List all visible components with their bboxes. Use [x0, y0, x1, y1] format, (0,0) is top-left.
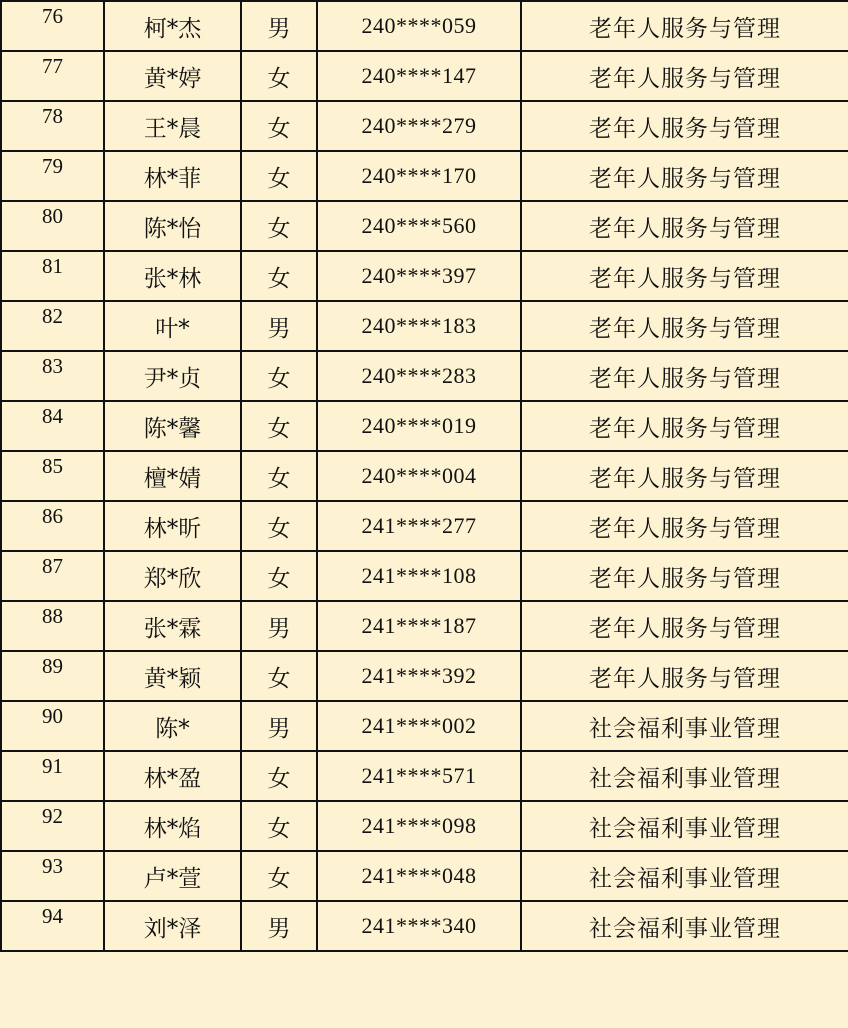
major-cell: 老年人服务与管理 — [521, 1, 848, 51]
student-name-cell: 林*焰 — [104, 801, 241, 851]
row-number-cell: 78 — [1, 101, 104, 151]
student-name-cell: 陈*馨 — [104, 401, 241, 451]
major-cell: 老年人服务与管理 — [521, 401, 848, 451]
student-id-cell: 241****002 — [317, 701, 521, 751]
student-id-cell: 241****048 — [317, 851, 521, 901]
row-number-cell: 76 — [1, 1, 104, 51]
gender-cell: 女 — [241, 651, 317, 701]
student-id-cell: 240****004 — [317, 451, 521, 501]
major-cell: 社会福利事业管理 — [521, 851, 848, 901]
row-number-cell: 88 — [1, 601, 104, 651]
row-number-cell: 87 — [1, 551, 104, 601]
gender-cell: 男 — [241, 901, 317, 951]
gender-cell: 男 — [241, 301, 317, 351]
row-number-cell: 82 — [1, 301, 104, 351]
major-cell: 老年人服务与管理 — [521, 451, 848, 501]
table-row — [1, 251, 848, 301]
table-row — [1, 401, 848, 451]
student-name-cell: 黄*婷 — [104, 51, 241, 101]
row-number-cell: 86 — [1, 501, 104, 551]
table-row — [1, 151, 848, 201]
major-cell: 社会福利事业管理 — [521, 801, 848, 851]
major-cell: 老年人服务与管理 — [521, 51, 848, 101]
major-cell: 老年人服务与管理 — [521, 101, 848, 151]
student-id-cell: 241****098 — [317, 801, 521, 851]
row-number-cell: 90 — [1, 701, 104, 751]
row-number-cell: 89 — [1, 651, 104, 701]
gender-cell: 女 — [241, 501, 317, 551]
gender-cell: 女 — [241, 251, 317, 301]
student-name-cell: 林*盈 — [104, 751, 241, 801]
gender-cell: 女 — [241, 401, 317, 451]
table-row — [1, 301, 848, 351]
student-id-cell: 241****277 — [317, 501, 521, 551]
major-cell: 老年人服务与管理 — [521, 501, 848, 551]
student-id-cell: 241****340 — [317, 901, 521, 951]
student-name-cell: 黄*颖 — [104, 651, 241, 701]
gender-cell: 男 — [241, 1, 317, 51]
student-name-cell: 陈*怡 — [104, 201, 241, 251]
student-name-cell: 张*林 — [104, 251, 241, 301]
gender-cell: 女 — [241, 751, 317, 801]
gender-cell: 女 — [241, 51, 317, 101]
row-number-cell: 79 — [1, 151, 104, 201]
gender-cell: 女 — [241, 451, 317, 501]
student-name-cell: 王*晨 — [104, 101, 241, 151]
gender-cell: 女 — [241, 201, 317, 251]
major-cell: 社会福利事业管理 — [521, 751, 848, 801]
table-row — [1, 1, 848, 51]
student-name-cell: 刘*泽 — [104, 901, 241, 951]
table-row — [1, 801, 848, 851]
gender-cell: 女 — [241, 851, 317, 901]
major-cell: 老年人服务与管理 — [521, 601, 848, 651]
major-cell: 老年人服务与管理 — [521, 551, 848, 601]
student-id-cell: 240****059 — [317, 1, 521, 51]
table-row — [1, 651, 848, 701]
row-number-cell: 94 — [1, 901, 104, 951]
row-number-cell: 83 — [1, 351, 104, 401]
student-id-cell: 240****560 — [317, 201, 521, 251]
student-name-cell: 张*霖 — [104, 601, 241, 651]
gender-cell: 女 — [241, 101, 317, 151]
row-number-cell: 91 — [1, 751, 104, 801]
row-number-cell: 80 — [1, 201, 104, 251]
table-row — [1, 851, 848, 901]
gender-cell: 男 — [241, 701, 317, 751]
table-row — [1, 901, 848, 951]
major-cell: 老年人服务与管理 — [521, 651, 848, 701]
gender-cell: 女 — [241, 351, 317, 401]
table-row — [1, 351, 848, 401]
table-row — [1, 101, 848, 151]
row-number-cell: 92 — [1, 801, 104, 851]
table-row — [1, 201, 848, 251]
table-row — [1, 451, 848, 501]
student-id-cell: 240****170 — [317, 151, 521, 201]
major-cell: 老年人服务与管理 — [521, 251, 848, 301]
table-row — [1, 551, 848, 601]
student-name-cell: 檀*婧 — [104, 451, 241, 501]
row-number-cell: 77 — [1, 51, 104, 101]
gender-cell: 女 — [241, 801, 317, 851]
student-id-cell: 241****571 — [317, 751, 521, 801]
student-name-cell: 林*菲 — [104, 151, 241, 201]
student-id-cell: 240****147 — [317, 51, 521, 101]
gender-cell: 女 — [241, 151, 317, 201]
row-number-cell: 85 — [1, 451, 104, 501]
roster-body — [1, 1, 848, 951]
student-id-cell: 240****019 — [317, 401, 521, 451]
row-number-cell: 81 — [1, 251, 104, 301]
table-row — [1, 701, 848, 751]
student-name-cell: 叶* — [104, 301, 241, 351]
student-id-cell: 241****108 — [317, 551, 521, 601]
table-row — [1, 751, 848, 801]
major-cell: 老年人服务与管理 — [521, 201, 848, 251]
row-number-cell: 84 — [1, 401, 104, 451]
student-name-cell: 林*昕 — [104, 501, 241, 551]
student-name-cell: 柯*杰 — [104, 1, 241, 51]
student-id-cell: 240****397 — [317, 251, 521, 301]
student-id-cell: 240****283 — [317, 351, 521, 401]
major-cell: 社会福利事业管理 — [521, 901, 848, 951]
major-cell: 社会福利事业管理 — [521, 701, 848, 751]
row-number-cell: 93 — [1, 851, 104, 901]
table-row — [1, 51, 848, 101]
table-row — [1, 601, 848, 651]
gender-cell: 女 — [241, 551, 317, 601]
student-id-cell: 241****392 — [317, 651, 521, 701]
student-name-cell: 尹*贞 — [104, 351, 241, 401]
student-name-cell: 卢*萱 — [104, 851, 241, 901]
gender-cell: 男 — [241, 601, 317, 651]
major-cell: 老年人服务与管理 — [521, 151, 848, 201]
student-id-cell: 241****187 — [317, 601, 521, 651]
table-row — [1, 501, 848, 551]
student-name-cell: 郑*欣 — [104, 551, 241, 601]
student-id-cell: 240****279 — [317, 101, 521, 151]
major-cell: 老年人服务与管理 — [521, 301, 848, 351]
major-cell: 老年人服务与管理 — [521, 351, 848, 401]
student-id-cell: 240****183 — [317, 301, 521, 351]
student-name-cell: 陈* — [104, 701, 241, 751]
